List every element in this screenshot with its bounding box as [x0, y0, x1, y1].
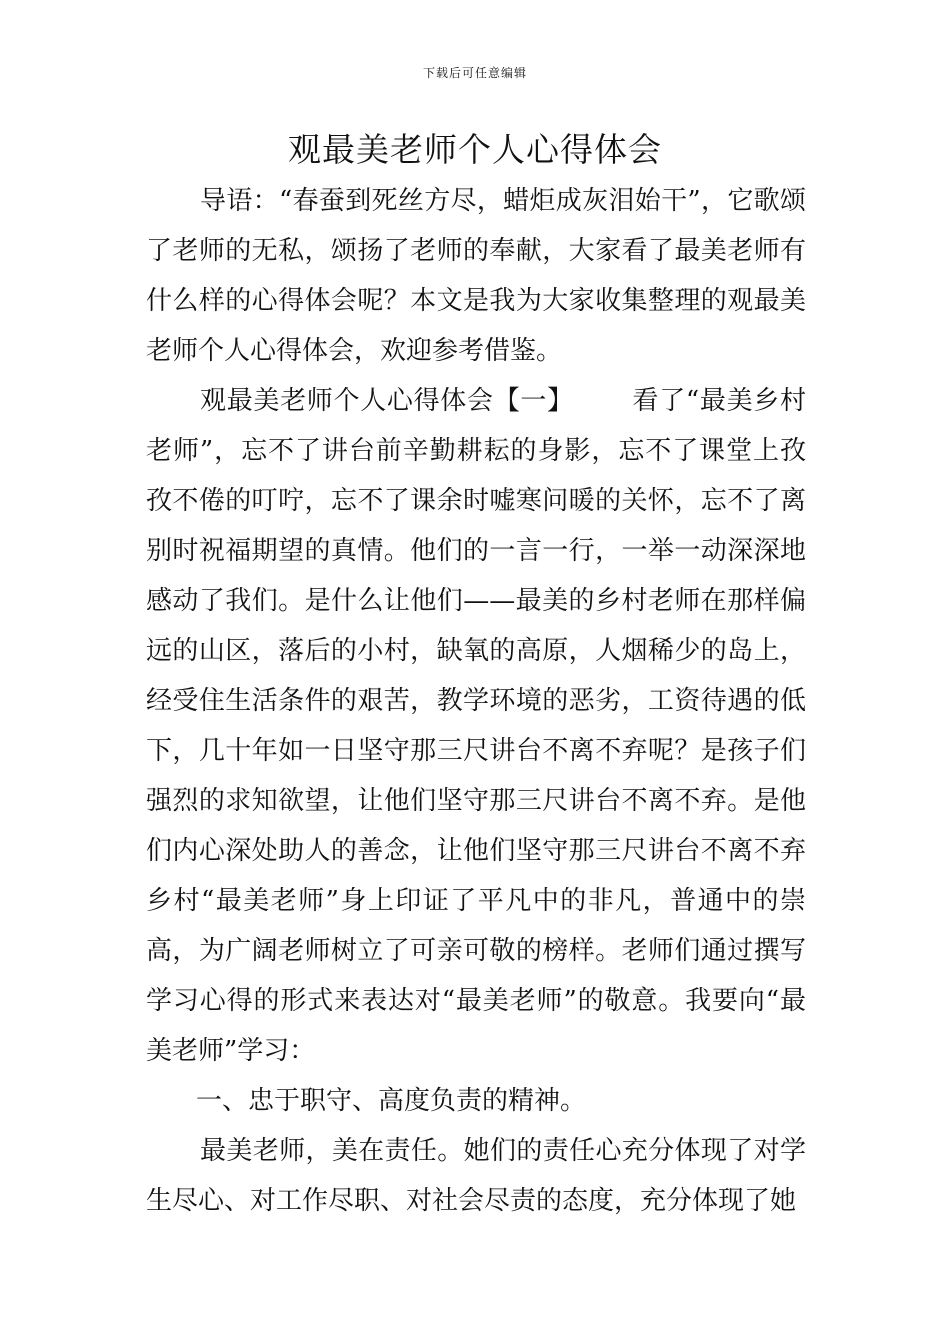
document-title: 观最美老师个人心得体会 — [288, 130, 662, 169]
header-note: 下载后可任意编辑 — [422, 66, 527, 80]
section-one-text: 看了“最美乡村老师”，忘不了讲台前辛勤耕耘的身影，忘不了课堂上孜孜不倦的叮咛，忘不了课余时嘘寒问暖的关怀，忘不了离别时祝福期望的真情。他们的一言一行，一举一动深深地感动了我们。是什么让他们——最美的乡村老师在那样偏远的山区，落后的小村，缺氧的高原，人烟稀少的岛上，经受住生活条件的艰苦，教学环境的恶劣，工资待遇的低下，几十年如一日坚守那三尺讲台不离不弃呢？是孩子们强烈的求知欲望，让他们坚守那三尺讲台不离不弃。是他们内心深处助人的善念，让他们坚守那三尺讲台不离不弃乡村“最美老师”身上印证了平凡中的非凡，普通中的崇高，为广阔老师树立了可亲可敬的榜样。老师们通过撰写学习心得的形式来表达对“最美老师”的敬意。我要向“最美老师”学习： — [146, 386, 806, 1066]
point-one-paragraph: 最美老师，美在责任。她们的责任心充分体现了对学生尽心、对工作尽职、对社会尽责的态度，充分体现了她 — [146, 1136, 806, 1216]
point-one-heading: 一、忠于职守、高度负责的精神。 — [196, 1086, 587, 1116]
section-one-heading: 观最美老师个人心得体会【一】 — [200, 386, 574, 416]
section-one-paragraph — [146, 376, 806, 1076]
intro-paragraph: 导语：“春蚕到死丝方尽，蜡炬成灰泪始干”，它歌颂了老师的无私，颂扬了老师的奉献，大家看了最美老师有什么样的心得体会呢？本文是我为大家收集整理的观最美老师个人心得体会，欢迎参考借鉴。 — [146, 186, 806, 366]
document-body — [146, 176, 806, 1226]
